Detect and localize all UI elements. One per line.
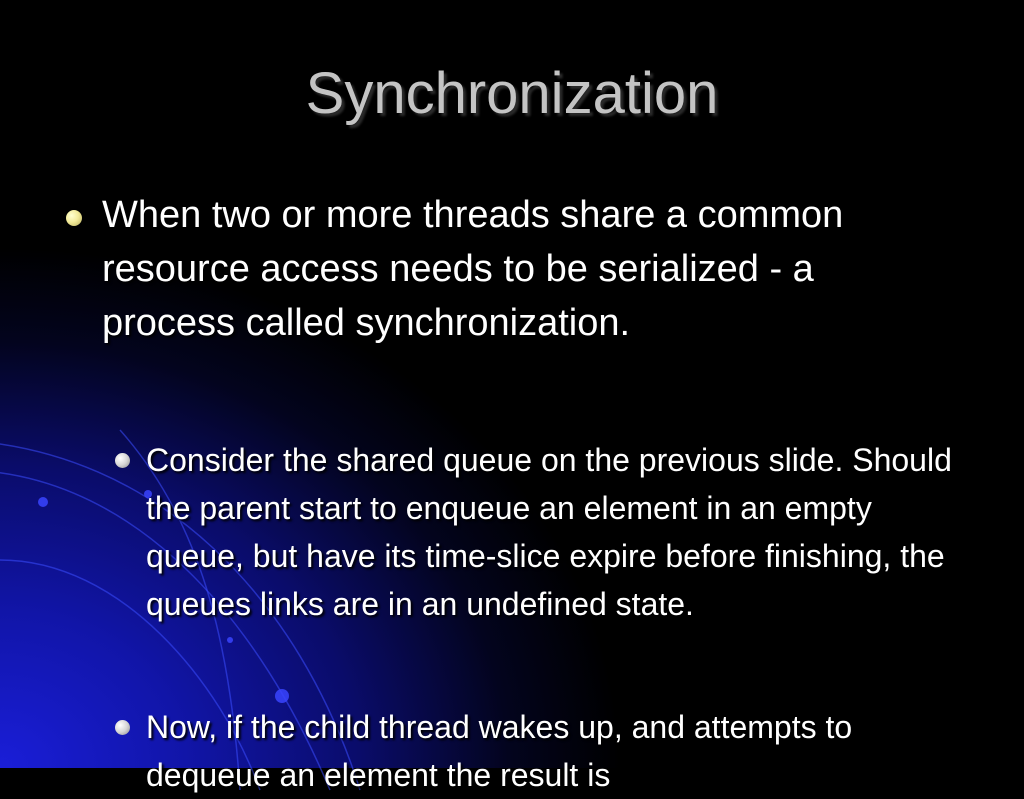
slide-title: Synchronization — [305, 61, 719, 126]
bullet-dot-icon — [66, 210, 82, 226]
bullet-text: Now, if the child thread wakes up, and attempts to dequeue an element the result is — [146, 709, 853, 793]
bullet-text: When two or more threads share a common resource access needs to be serialized - a process called synchronization. — [102, 194, 844, 344]
bullet-dot-icon — [115, 453, 130, 468]
bullet-level2 — [115, 436, 975, 628]
bullet-text: Consider the shared queue on the previous slide. Should the parent start to enqueue an element in an empty queue, but have its time-slice expire before finishing, the queues links are in an undefined state. — [146, 442, 952, 622]
bullet-level2 — [115, 703, 975, 799]
bullet-dot-icon — [115, 720, 130, 735]
bullet-level1 — [62, 188, 962, 350]
